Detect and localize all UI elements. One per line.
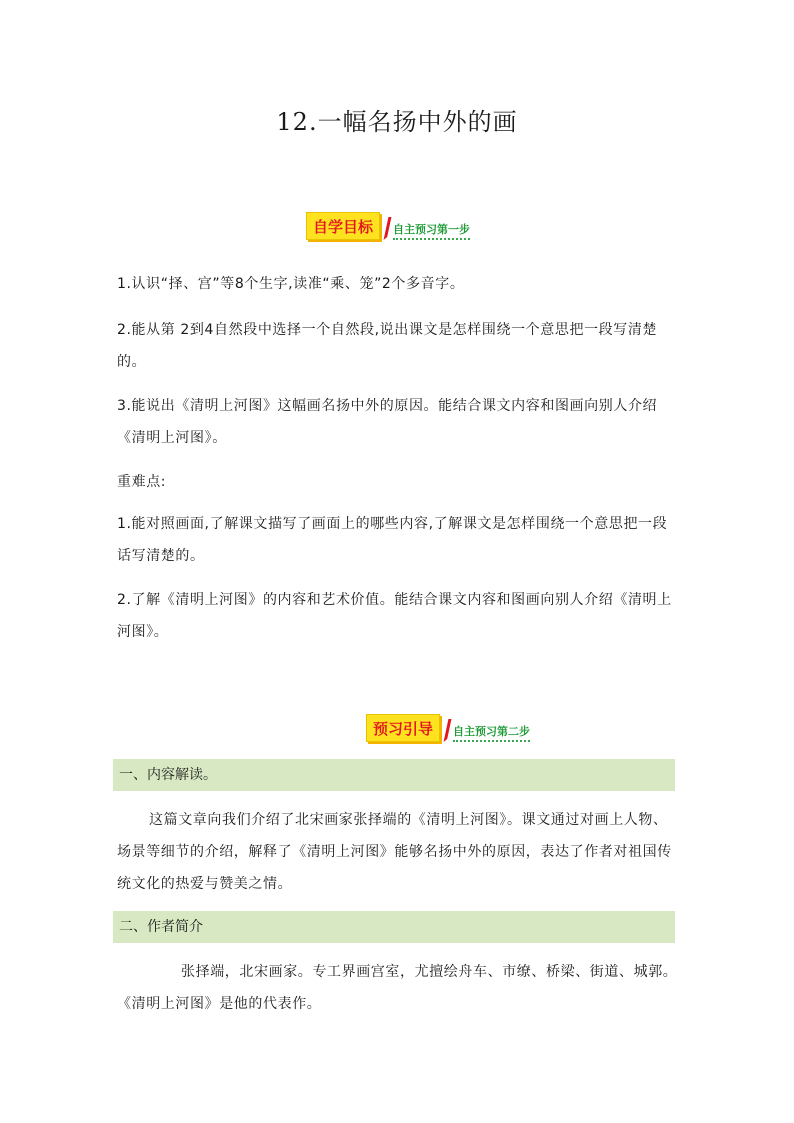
section-heading: 二、作者简介 [113, 911, 675, 943]
key-point-item: 1.能对照画面,了解课文描写了画面上的哪些内容,了解课文是怎样围绕一个意思把一段话写清楚的。 [117, 516, 668, 564]
page-title: 12.一幅名扬中外的画 [276, 108, 518, 136]
banner-subtitle: 自主预习第二步 [453, 723, 530, 742]
banner-subtitle: 自主预习第一步 [393, 221, 470, 240]
banner-tag: 预习引导 [366, 714, 440, 742]
banner-hook-icon [444, 719, 452, 742]
section-heading: 一、内容解读。 [113, 759, 675, 791]
section-body: 这篇文章向我们介绍了北宋画家张择端的《清明上河图》。课文通过对画上人物、场景等细节的介绍，解释了《清明上河图》能够名扬中外的原因，表达了作者对祖国传统文化的热爱与赞美之情。 [117, 812, 672, 892]
goal-item: 1.认识“择、宫”等8个生字,读准“乘、笼”2个多音字。 [117, 276, 465, 292]
goal-item: 2.能从第 2到4自然段中选择一个自然段,说出课文是怎样围绕一个意思把一段写清楚的。 [117, 322, 658, 370]
preview-guide-banner [366, 712, 530, 742]
self-study-goals-banner [306, 210, 470, 240]
goal-item: 3.能说出《清明上河图》这幅画名扬中外的原因。能结合课文内容和图画向别人介绍《清明上河图》。 [117, 398, 658, 446]
banner-hook-icon [384, 217, 392, 240]
key-points-label: 重难点: [117, 474, 167, 490]
key-point-item: 2.了解《清明上河图》的内容和艺术价值。能结合课文内容和图画向别人介绍《清明上河图》。 [117, 592, 672, 640]
section-body: 张择端，北宋画家。专工界画宫室，尤擅绘舟车、市缭、桥梁、街道、城郭。《清明上河图》是他的代表作。 [117, 964, 678, 1012]
banner-tag: 自学目标 [306, 212, 380, 240]
